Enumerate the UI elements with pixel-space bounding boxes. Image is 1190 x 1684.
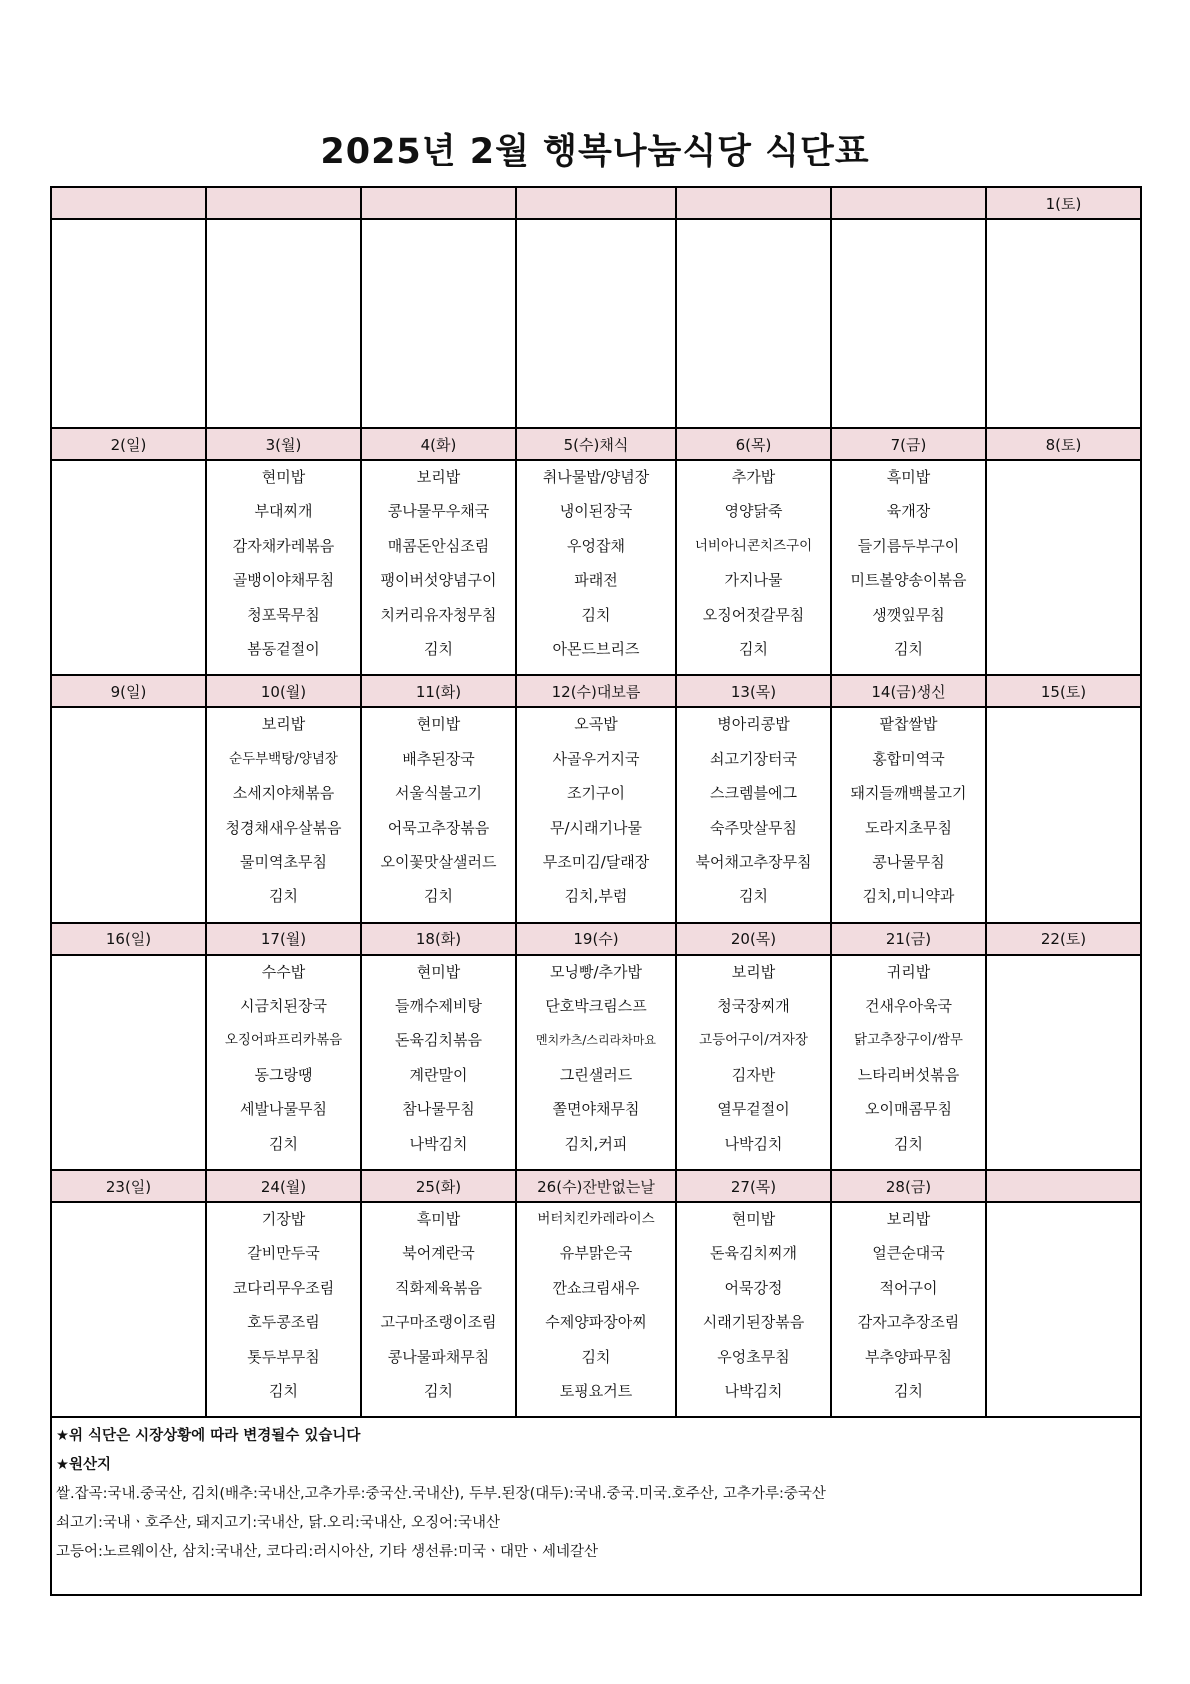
day-label: 22(토) bbox=[986, 923, 1141, 955]
week-menu-row bbox=[51, 460, 1141, 675]
menu-item: 김치,부럼 bbox=[564, 887, 628, 906]
day-menu-cell bbox=[986, 707, 1141, 922]
day-menu-cell bbox=[676, 707, 831, 922]
day-menu-cell bbox=[206, 1202, 361, 1417]
day-menu-cell bbox=[516, 707, 676, 922]
menu-item: 얼큰순대국 bbox=[872, 1244, 945, 1263]
menu-item: 수제양파장아찌 bbox=[545, 1313, 647, 1332]
week-menu-row bbox=[51, 707, 1141, 922]
menu-item: 수수밥 bbox=[261, 962, 306, 981]
menu-item: 매콤돈안심조림 bbox=[387, 536, 490, 555]
menu-item: 숙주맛살무침 bbox=[710, 818, 797, 837]
menu-item: 미트볼양송이볶음 bbox=[850, 571, 967, 590]
menu-item: 기장밥 bbox=[261, 1210, 306, 1229]
week-header-row bbox=[51, 923, 1141, 955]
menu-item: 나박김치 bbox=[724, 1134, 783, 1153]
menu-item: 세발나물무침 bbox=[240, 1100, 327, 1119]
day-menu-cell bbox=[206, 219, 361, 428]
menu-item: 열무겉절이 bbox=[717, 1100, 790, 1119]
day-label: 19(수) bbox=[516, 923, 676, 955]
day-label: 12(수)대보름 bbox=[516, 675, 676, 707]
week-header-row bbox=[51, 1170, 1141, 1202]
menu-item: 코다리무우조림 bbox=[232, 1278, 335, 1297]
menu-item: 순두부백탕/양념장 bbox=[229, 750, 338, 767]
menu-item: 육개장 bbox=[886, 502, 931, 521]
day-menu-cell bbox=[361, 1202, 516, 1417]
menu-item: 아몬드브리즈 bbox=[552, 639, 640, 658]
menu-item: 쫄면야채무침 bbox=[552, 1100, 640, 1119]
menu-item: 소세지야채볶음 bbox=[232, 784, 335, 803]
menu-item: 김치 bbox=[739, 887, 768, 906]
menu-item: 북어계란국 bbox=[402, 1244, 475, 1263]
menu-item: 어묵고추장볶음 bbox=[387, 818, 490, 837]
menu-item: 청국장찌개 bbox=[717, 997, 790, 1016]
day-menu-cell bbox=[831, 955, 986, 1170]
menu-item: 보리밥 bbox=[416, 468, 461, 486]
menu-item: 김치 bbox=[581, 605, 611, 624]
menu-item: 김치 bbox=[269, 1381, 298, 1400]
menu-item: 고구마조랭이조림 bbox=[380, 1313, 497, 1332]
menu-item: 취나물밥/양념장 bbox=[542, 468, 650, 486]
menu-item: 김치 bbox=[424, 639, 453, 658]
day-menu-cell bbox=[831, 460, 986, 675]
menu-item: 우엉잡채 bbox=[567, 536, 625, 555]
menu-item: 흑미밥 bbox=[416, 1210, 461, 1229]
day-label: 3(월) bbox=[206, 428, 361, 460]
day-label: 25(화) bbox=[361, 1170, 516, 1202]
day-menu-cell bbox=[986, 460, 1141, 675]
page-title: 2025년 2월 행복나눔식당 식단표 bbox=[320, 132, 870, 172]
menu-item: 배추된장국 bbox=[402, 749, 475, 768]
week-header-row bbox=[51, 187, 1141, 219]
day-menu-cell bbox=[206, 707, 361, 922]
menu-item: 김치 bbox=[424, 887, 453, 906]
day-label: 14(금)생신 bbox=[831, 675, 986, 707]
day-menu-cell bbox=[831, 219, 986, 428]
menu-item: 현미밥 bbox=[261, 468, 306, 486]
menu-item: 봄동겉절이 bbox=[247, 639, 320, 658]
menu-item: 오징어젓갈무침 bbox=[702, 605, 805, 624]
menu-item: 돈육김치찌개 bbox=[710, 1244, 797, 1263]
menu-item: 보리밥 bbox=[886, 1210, 931, 1229]
menu-item: 돼지들깨백불고기 bbox=[850, 784, 967, 803]
day-menu-cell bbox=[676, 955, 831, 1170]
menu-item: 팽이버섯양념구이 bbox=[380, 571, 497, 590]
menu-item: 콩나물무우채국 bbox=[387, 502, 490, 521]
menu-item: 나박김치 bbox=[409, 1134, 468, 1153]
day-label: 23(일) bbox=[51, 1170, 206, 1202]
menu-item: 보리밥 bbox=[731, 962, 776, 981]
origin-line: 쇠고기:국내ㆍ호주산, 돼지고기:국내산, 닭.오리:국내산, 오징어:국내산 bbox=[56, 1515, 500, 1532]
day-label: 20(목) bbox=[676, 923, 831, 955]
menu-item: 어묵강정 bbox=[724, 1278, 783, 1297]
week-menu-row bbox=[51, 219, 1141, 428]
day-menu-cell bbox=[361, 219, 516, 428]
day-label: 5(수)채식 bbox=[516, 428, 676, 460]
menu-item: 그린샐러드 bbox=[559, 1065, 633, 1084]
menu-item: 돈육김치볶음 bbox=[395, 1031, 482, 1050]
menu-item: 오이꽃맛살샐러드 bbox=[380, 852, 497, 871]
menu-item: 참나물무침 bbox=[402, 1100, 475, 1119]
day-menu-cell bbox=[986, 1202, 1141, 1417]
day-label bbox=[361, 187, 516, 219]
day-label: 6(목) bbox=[676, 428, 831, 460]
day-menu-cell bbox=[516, 1202, 676, 1417]
day-label bbox=[51, 187, 206, 219]
menu-item: 멘치카츠/스리라차마요 bbox=[536, 1033, 656, 1048]
day-label: 28(금) bbox=[831, 1170, 986, 1202]
menu-item: 모닝빵/추가밥 bbox=[550, 962, 642, 981]
menu-item: 현미밥 bbox=[731, 1210, 776, 1229]
menu-item: 동그랑땡 bbox=[254, 1065, 313, 1084]
day-label: 11(화) bbox=[361, 675, 516, 707]
menu-item: 청경채새우살볶음 bbox=[225, 818, 342, 837]
day-menu-cell bbox=[206, 460, 361, 675]
menu-item: 갈비만두국 bbox=[247, 1244, 320, 1263]
day-label: 9(일) bbox=[51, 675, 206, 707]
menu-item: 김치 bbox=[424, 1381, 453, 1400]
day-menu-cell bbox=[51, 707, 206, 922]
origin-line: 고등어:노르웨이산, 삼치:국내산, 코다리:러시아산, 기타 생선류:미국ㆍ대만ㆍ세네갈산 bbox=[56, 1544, 599, 1561]
day-label bbox=[206, 187, 361, 219]
menu-item: 귀리밥 bbox=[886, 962, 931, 981]
menu-item: 단호박크림스프 bbox=[545, 997, 647, 1016]
day-menu-cell bbox=[361, 707, 516, 922]
day-menu-cell bbox=[986, 219, 1141, 428]
day-label: 24(월) bbox=[206, 1170, 361, 1202]
day-menu-cell bbox=[51, 955, 206, 1170]
menu-item: 조기구이 bbox=[567, 784, 625, 803]
day-menu-cell bbox=[206, 955, 361, 1170]
menu-item: 서울식불고기 bbox=[395, 784, 482, 803]
menu-item: 쇠고기장터국 bbox=[710, 749, 797, 768]
day-menu-cell bbox=[51, 460, 206, 675]
day-label bbox=[676, 187, 831, 219]
menu-item: 현미밥 bbox=[416, 962, 461, 981]
day-menu-cell bbox=[51, 1202, 206, 1417]
menu-item: 병아리콩밥 bbox=[717, 715, 790, 734]
menu-item: 현미밥 bbox=[416, 715, 461, 734]
day-label bbox=[831, 187, 986, 219]
menu-item: 건새우아욱국 bbox=[865, 997, 952, 1016]
day-label: 26(수)잔반없는날 bbox=[516, 1170, 676, 1202]
notes-section bbox=[51, 1417, 1141, 1595]
menu-item: 고등어구이/겨자장 bbox=[699, 1032, 808, 1049]
menu-item: 보리밥 bbox=[261, 715, 306, 734]
day-menu-cell bbox=[516, 955, 676, 1170]
menu-item: 나박김치 bbox=[724, 1381, 783, 1400]
day-menu-cell bbox=[516, 460, 676, 675]
day-menu-cell bbox=[676, 1202, 831, 1417]
day-label: 27(목) bbox=[676, 1170, 831, 1202]
menu-item: 생깻잎무침 bbox=[872, 605, 945, 624]
menu-item: 팥찹쌀밥 bbox=[879, 715, 938, 734]
menu-table bbox=[50, 186, 1142, 1596]
day-menu-cell bbox=[516, 219, 676, 428]
menu-item: 김치,커피 bbox=[564, 1134, 628, 1153]
menu-item: 계란말이 bbox=[409, 1065, 468, 1084]
day-label bbox=[986, 1170, 1141, 1202]
menu-item: 시금치된장국 bbox=[240, 997, 327, 1016]
day-label: 2(일) bbox=[51, 428, 206, 460]
menu-item: 너비아니콘치즈구이 bbox=[694, 537, 813, 554]
menu-item: 냉이된장국 bbox=[559, 502, 633, 521]
day-menu-cell bbox=[676, 460, 831, 675]
menu-item: 치커리유자청무침 bbox=[380, 605, 497, 624]
menu-item: 콩나물무침 bbox=[872, 852, 945, 871]
menu-item: 닭고추장구이/쌈무 bbox=[854, 1032, 963, 1049]
day-label: 4(화) bbox=[361, 428, 516, 460]
menu-item: 부추양파무침 bbox=[865, 1347, 952, 1366]
menu-item: 직화제육볶음 bbox=[395, 1278, 482, 1297]
menu-item: 김치 bbox=[894, 1134, 923, 1153]
menu-item: 버터치킨카레라이스 bbox=[537, 1211, 655, 1228]
menu-item: 김치 bbox=[269, 887, 298, 906]
menu-item: 느타리버섯볶음 bbox=[857, 1065, 960, 1084]
menu-item: 우엉초무침 bbox=[717, 1347, 790, 1366]
menu-item: 톳두부무침 bbox=[247, 1347, 320, 1366]
day-label: 7(금) bbox=[831, 428, 986, 460]
menu-item: 호두콩조림 bbox=[247, 1313, 320, 1332]
menu-item: 골뱅이야채무침 bbox=[232, 571, 335, 590]
day-label: 10(월) bbox=[206, 675, 361, 707]
menu-item: 콩나물파채무침 bbox=[387, 1347, 490, 1366]
menu-item: 가지나물 bbox=[724, 571, 783, 590]
day-label bbox=[516, 187, 676, 219]
day-label: 16(일) bbox=[51, 923, 206, 955]
day-menu-cell bbox=[831, 707, 986, 922]
menu-item: 무/시래기나물 bbox=[550, 818, 642, 837]
origin-line: 쌀.잡곡:국내.중국산, 김치(배추:국내산,고추가루:중국산.국내산), 두부.된장(대두):국내.중국.미국.호주산, 고추가루:중국산 bbox=[56, 1486, 826, 1503]
menu-item: 들깨수제비탕 bbox=[395, 997, 482, 1016]
menu-item: 감자고추장조림 bbox=[857, 1313, 960, 1332]
menu-item: 김자반 bbox=[731, 1065, 776, 1084]
menu-item: 파래전 bbox=[574, 571, 618, 590]
day-menu-cell bbox=[986, 955, 1141, 1170]
menu-item: 스크렘블에그 bbox=[710, 784, 797, 803]
menu-item: 영양닭죽 bbox=[724, 502, 783, 521]
menu-item: 토핑요거트 bbox=[559, 1381, 633, 1400]
menu-item: 부대찌개 bbox=[254, 502, 313, 521]
week-menu-row bbox=[51, 955, 1141, 1170]
day-label: 17(월) bbox=[206, 923, 361, 955]
day-menu-cell bbox=[361, 955, 516, 1170]
menu-item: 김치 bbox=[894, 639, 923, 658]
menu-item: 김치,미니약과 bbox=[862, 887, 955, 906]
menu-item: 오곡밥 bbox=[574, 715, 618, 734]
notice-text: ★위 식단은 시장상황에 따라 변경될수 있습니다 bbox=[56, 1428, 361, 1445]
menu-item: 오징어파프리카볶음 bbox=[224, 1032, 343, 1049]
menu-item: 적어구이 bbox=[879, 1278, 938, 1297]
day-label: 8(토) bbox=[986, 428, 1141, 460]
day-menu-cell bbox=[51, 219, 206, 428]
origin-title: ★원산지 bbox=[56, 1457, 112, 1474]
menu-item: 오이매콤무침 bbox=[865, 1100, 952, 1119]
day-label: 1(토) bbox=[986, 187, 1141, 219]
menu-item: 감자채카레볶음 bbox=[232, 536, 335, 555]
menu-item: 도라지초무침 bbox=[865, 818, 952, 837]
menu-item: 물미역초무침 bbox=[240, 852, 327, 871]
menu-item: 김치 bbox=[894, 1381, 923, 1400]
menu-item: 청포묵무침 bbox=[247, 605, 320, 624]
menu-item: 무조미김/달래장 bbox=[542, 852, 650, 871]
menu-item: 추가밥 bbox=[731, 468, 776, 486]
menu-item: 유부맑은국 bbox=[559, 1244, 633, 1263]
day-menu-cell bbox=[676, 219, 831, 428]
menu-item: 사골우거지국 bbox=[552, 749, 640, 768]
day-label: 13(목) bbox=[676, 675, 831, 707]
menu-item: 김치 bbox=[269, 1134, 298, 1153]
week-menu-row bbox=[51, 1202, 1141, 1417]
day-label: 15(토) bbox=[986, 675, 1141, 707]
week-header-row bbox=[51, 428, 1141, 460]
menu-item: 들기름두부구이 bbox=[857, 536, 960, 555]
menu-item: 김치 bbox=[739, 639, 768, 658]
menu-item: 시래기된장볶음 bbox=[702, 1313, 805, 1332]
day-menu-cell bbox=[831, 1202, 986, 1417]
menu-item: 김치 bbox=[581, 1347, 611, 1366]
menu-item: 북어채고추장무침 bbox=[695, 852, 812, 871]
day-label: 18(화) bbox=[361, 923, 516, 955]
menu-item: 흑미밥 bbox=[886, 468, 931, 486]
menu-item: 홍합미역국 bbox=[872, 749, 945, 768]
week-header-row bbox=[51, 675, 1141, 707]
menu-item: 깐쇼크림새우 bbox=[552, 1278, 640, 1297]
day-menu-cell bbox=[361, 460, 516, 675]
day-label: 21(금) bbox=[831, 923, 986, 955]
